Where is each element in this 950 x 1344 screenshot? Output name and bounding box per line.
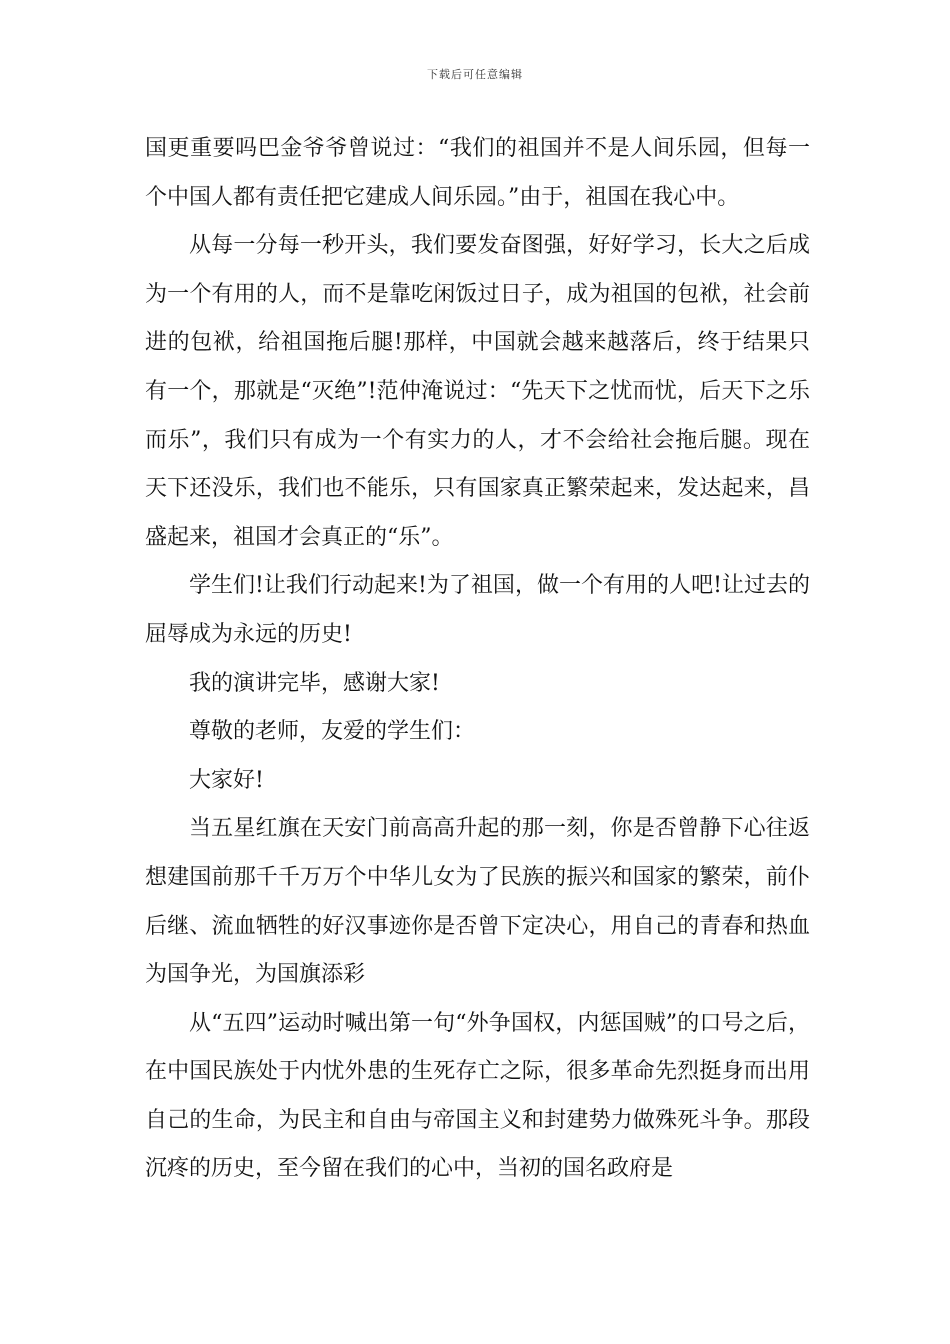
paragraph-5: 尊敬的老师，友爱的学生们：: [189, 719, 476, 745]
page-header-note: 下载后可任意编辑: [427, 68, 523, 81]
paragraph-6: 大家好!: [189, 767, 264, 793]
paragraph-2: 从每一分每一秒开头，我们要发奋图强，好好学习，长大之后成为一个有用的人，而不是靠吃闲饭过日子，成为祖国的包袱，社会前进的包袱，给祖国拖后腿!那样，中国就会越来越落后，终于结果只有一个，那就是“灭绝”!范仲淹说过：“先天下之忧而忧，后天下之乐而乐”，我们只有成为一个有实力的人，才不会给社会拖后腿。现在天下还没乐，我们也不能乐，只有国家真正繁荣起来，发达起来，昌盛起来，祖国才会真正的“乐”。: [145, 233, 810, 550]
paragraph-8: 从“五四”运动时喊出第一句“外争国权，内惩国贼”的口号之后，在中国民族处于内忧外患的生死存亡之际，很多革命先烈挺身而出用自己的生命，为民主和自由与帝国主义和封建势力做殊死斗争。那段沉疼的历史，至今留在我们的心中，当初的国名政府是: [145, 1010, 810, 1182]
document-body: [145, 125, 810, 1194]
paragraph-3: 学生们!让我们行动起来!为了祖国，做一个有用的人吧!让过去的屈辱成为永远的历史!: [145, 573, 810, 647]
paragraph-1: 国更重要吗巴金爷爷曾说过：“我们的祖国并不是人间乐园，但每一个中国人都有责任把它建成人间乐园。”由于，祖国在我心中。: [145, 136, 810, 210]
paragraph-7: 当五星红旗在天安门前高高升起的那一刻，你是否曾静下心往返想建国前那千千万万个中华儿女为了民族的振兴和国家的繁荣，前仆后继、流血牺牲的好汉事迹你是否曾下定决心，用自己的青春和热血为国争光，为国旗添彩: [145, 816, 810, 988]
paragraph-4: 我的演讲完毕，感谢大家!: [189, 670, 440, 696]
